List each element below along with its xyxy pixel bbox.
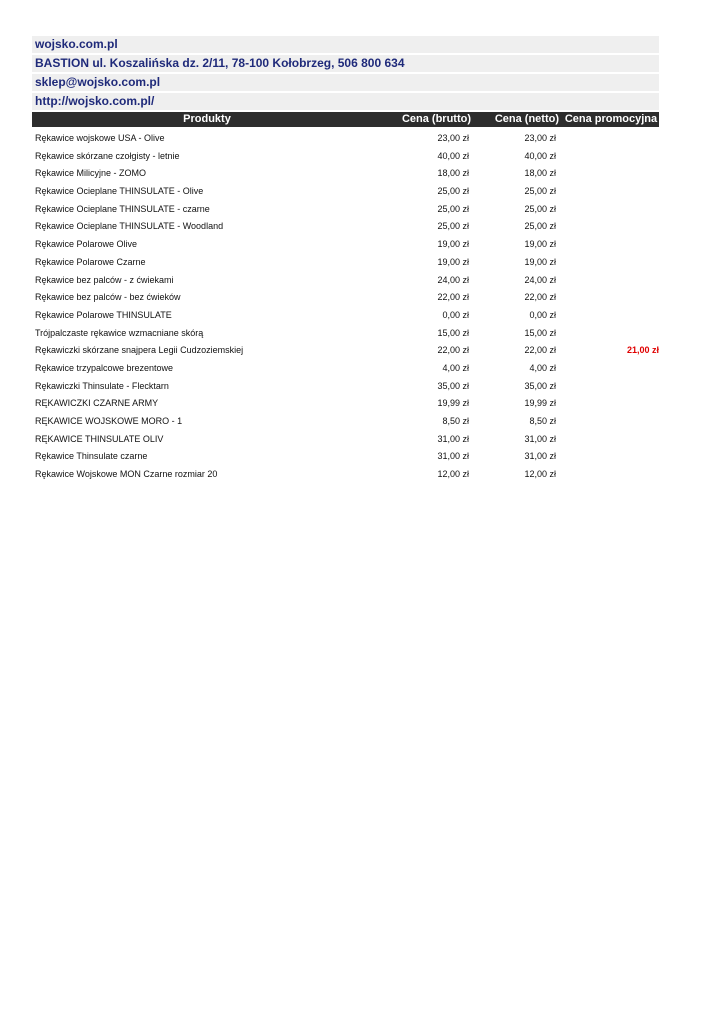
price-net: 8,50 zł: [529, 416, 556, 426]
price-gross: 15,00 zł: [437, 327, 469, 338]
column-header-gross: Cena (brutto): [401, 113, 471, 125]
product-name: Rękawice bez palców - z ćwiekami: [35, 274, 174, 285]
product-name: Rękawice Wojskowe MON Czarne rozmiar 20: [35, 469, 218, 480]
price-net: 4,00 zł: [529, 362, 556, 373]
price-promo: [556, 130, 659, 148]
price-promo: [556, 218, 659, 236]
price-gross: 35,00 zł: [437, 380, 469, 391]
product-name: RĘKAWICZKI CZARNE ARMY: [35, 398, 159, 409]
product-name: Rękawice Polarowe Olive: [35, 239, 138, 250]
product-name: Rękawice Milicyjne - ZOMO: [35, 168, 147, 179]
price-net: 24,00 zł: [524, 274, 556, 285]
product-name: Rękawice wojskowe USA - Olive: [35, 133, 165, 143]
price-promo: [556, 395, 659, 413]
price-promo: [556, 165, 659, 183]
table-row: [32, 254, 659, 272]
price-net: 31,00 zł: [524, 433, 556, 444]
table-row: [32, 272, 659, 290]
price-net: 15,00 zł: [524, 327, 556, 338]
price-gross: 31,00 zł: [437, 433, 469, 444]
product-name: Rękawice Ocieplane THINSULATE - Olive: [35, 186, 204, 197]
product-name: Rękawiczki skórzane snajpera Legii Cudzoziemskiej: [35, 345, 244, 356]
price-net: 19,00 zł: [524, 239, 556, 250]
price-gross: 25,00 zł: [437, 186, 469, 197]
price-promo: [556, 378, 659, 396]
shop-email: sklep@wojsko.com.pl: [32, 74, 659, 91]
price-net: 0,00 zł: [529, 309, 556, 320]
product-name: Rękawice Thinsulate czarne: [35, 451, 148, 462]
table-row: [32, 325, 659, 343]
price-promo: [556, 254, 659, 272]
price-gross: 4,00 zł: [442, 362, 469, 373]
price-gross: 25,00 zł: [437, 203, 469, 214]
price-net: 19,99 zł: [524, 398, 556, 409]
table-row: [32, 413, 659, 431]
price-net: 18,00 zł: [524, 168, 556, 179]
product-name: Trójpalczaste rękawice wzmacniane skórą: [35, 327, 204, 338]
shop-address: BASTION ul. Koszalińska dz. 2/11, 78-100 Kołobrzeg, 506 800 634: [32, 55, 659, 72]
site-name: wojsko.com.pl: [32, 36, 659, 53]
price-promo: [556, 183, 659, 201]
table-row: [32, 378, 659, 396]
price-promo: [556, 307, 659, 325]
table-row: [32, 360, 659, 378]
table-row: [32, 236, 659, 254]
product-table-body: [32, 130, 659, 484]
product-name: Rękawice bez palców - bez ćwieków: [35, 292, 181, 303]
product-name: Rękawice skórzane czołgisty - letnie: [35, 150, 180, 161]
price-net: 40,00 zł: [524, 150, 556, 161]
price-gross: 24,00 zł: [437, 274, 469, 285]
product-name: Rękawice Ocieplane THINSULATE - czarne: [35, 203, 210, 214]
price-list-page: [32, 36, 659, 484]
table-row: [32, 342, 659, 360]
price-gross: 18,00 zł: [437, 168, 469, 179]
price-promo: [556, 360, 659, 378]
price-net: 35,00 zł: [524, 380, 556, 391]
price-net: 22,00 zł: [524, 292, 556, 303]
table-row: [32, 148, 659, 166]
price-promo: [556, 272, 659, 290]
product-name: RĘKAWICE WOJSKOWE MORO - 1: [35, 416, 183, 426]
price-net: 23,00 zł: [524, 133, 556, 143]
table-row: [32, 289, 659, 307]
shop-url: http://wojsko.com.pl/: [32, 93, 659, 110]
price-gross: 31,00 zł: [437, 451, 469, 462]
price-gross: 12,00 zł: [437, 469, 469, 480]
table-row: [32, 165, 659, 183]
table-row: [32, 201, 659, 219]
product-name: Rękawiczki Thinsulate - Flecktarn: [35, 380, 169, 391]
table-header: [32, 112, 659, 127]
table-row: [32, 130, 659, 148]
price-gross: 19,99 zł: [437, 398, 469, 409]
price-promo: [556, 466, 659, 484]
price-promo: [556, 413, 659, 431]
column-header-product: Produkty: [183, 113, 231, 125]
price-promo: [556, 448, 659, 466]
price-net: 25,00 zł: [524, 221, 556, 232]
price-promo: [556, 289, 659, 307]
table-row: [32, 431, 659, 449]
price-promo: [556, 148, 659, 166]
column-header-promo: Cena promocyjna: [564, 113, 658, 125]
price-net: 19,00 zł: [524, 256, 556, 267]
price-gross: 25,00 zł: [437, 221, 469, 232]
price-gross: 19,00 zł: [437, 239, 469, 250]
price-promo: 21,00 zł: [626, 345, 659, 356]
table-row: [32, 183, 659, 201]
price-gross: 23,00 zł: [437, 133, 469, 143]
price-gross: 19,00 zł: [437, 256, 469, 267]
price-gross: 0,00 zł: [442, 309, 469, 320]
price-promo: [556, 236, 659, 254]
price-gross: 40,00 zł: [437, 150, 469, 161]
table-row: [32, 466, 659, 484]
price-net: 25,00 zł: [524, 203, 556, 214]
table-row: [32, 307, 659, 325]
price-promo: [556, 431, 659, 449]
table-row: [32, 218, 659, 236]
product-name: Rękawice trzypalcowe brezentowe: [35, 362, 174, 373]
price-net: 12,00 zł: [524, 469, 556, 480]
price-net: 25,00 zł: [524, 186, 556, 197]
price-gross: 8,50 zł: [442, 416, 469, 426]
price-promo: [556, 325, 659, 343]
table-row: [32, 395, 659, 413]
product-name: RĘKAWICE THINSULATE OLIV: [35, 433, 164, 444]
table-row: [32, 448, 659, 466]
column-header-net: Cena (netto): [494, 113, 559, 125]
product-name: Rękawice Polarowe THINSULATE: [35, 309, 172, 320]
price-gross: 22,00 zł: [437, 345, 469, 356]
price-net: 31,00 zł: [524, 451, 556, 462]
product-name: Rękawice Polarowe Czarne: [35, 256, 146, 267]
price-promo: [556, 201, 659, 219]
price-net: 22,00 zł: [524, 345, 556, 356]
product-name: Rękawice Ocieplane THINSULATE - Woodland: [35, 221, 224, 232]
price-gross: 22,00 zł: [437, 292, 469, 303]
